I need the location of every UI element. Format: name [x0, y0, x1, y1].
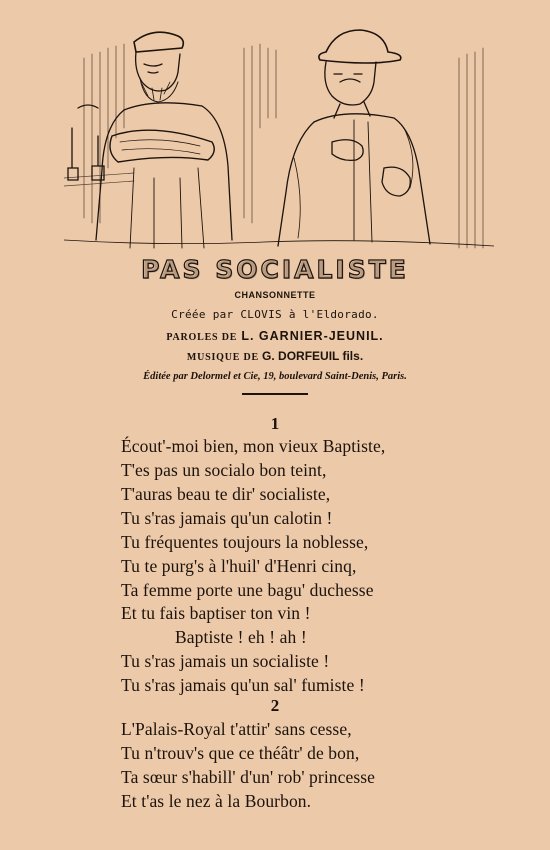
lyric-line: Tu s'ras jamais un socialiste ! [121, 651, 330, 671]
composer-name: G. DORFEUIL fils. [262, 349, 364, 363]
two-men-illustration [64, 18, 494, 250]
verse-number: 1 [270, 414, 280, 433]
lyric-line: Et tu fais baptiser ton vin ! [121, 603, 311, 623]
lyric-line: Écout'-moi bien, mon vieux Baptiste, [121, 436, 386, 456]
publisher-name: Delormel et Cie, 19, boulevard Saint-Denis, Paris. [190, 371, 407, 382]
lyric-line: T'auras beau te dir' socialiste, [121, 484, 331, 504]
lyric-line: Tu s'ras jamais qu'un calotin ! [121, 508, 333, 528]
lyric-line: Ta sœur s'habill' d'un' rob' princesse [121, 767, 376, 787]
lyric-line: Ta femme porte une bagu' duchesse [121, 580, 374, 600]
lyric-refrain-line: Baptiste ! eh ! ah ! [175, 627, 307, 647]
verse-number: 2 [270, 696, 280, 715]
lyric-line: Tu fréquentes toujours la noblesse, [121, 532, 369, 552]
creation-credit: Créée par CLOVIS à l'Eldorado. [171, 308, 379, 321]
publisher-credit [0, 371, 550, 382]
lyric-line: Et t'as le nez à la Bourbon. [121, 791, 312, 811]
lyric-line: Tu n'trouv's que ce théâtr' de bon, [121, 743, 360, 763]
lyricist-credit [0, 329, 550, 344]
composer-credit [0, 349, 550, 364]
lyric-line: Tu te purg's à l'huil' d'Henri cinq, [121, 556, 357, 576]
lyrics-prefix: PAROLES DE [166, 332, 238, 343]
lyricist-name: L. GARNIER-JEUNIL. [241, 329, 384, 343]
song-genre: CHANSONNETTE [234, 290, 316, 300]
lyric-line: Tu s'ras jamais qu'un sal' fumiste ! [121, 675, 365, 695]
music-prefix: MUSIQUE DE [186, 352, 260, 363]
lyric-line: L'Palais-Royal t'attir' sans cesse, [121, 719, 352, 739]
separator-rule [242, 393, 308, 395]
publisher-prefix: Éditée par [143, 371, 188, 382]
song-title: PAS SOCIALISTE [141, 255, 409, 284]
lyric-line: T'es pas un socialo bon teint, [121, 460, 327, 480]
